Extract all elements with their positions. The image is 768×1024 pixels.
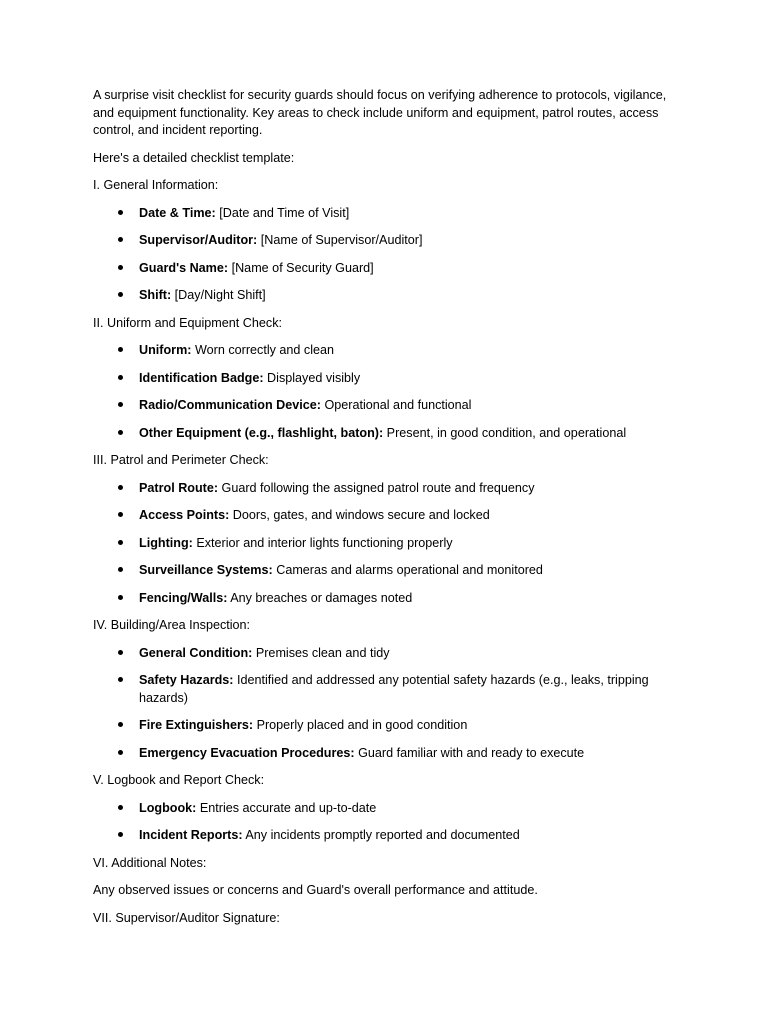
section-heading: IV. Building/Area Inspection:: [93, 618, 251, 632]
checklist: [93, 800, 673, 845]
item-label: Uniform:: [139, 343, 192, 357]
item-label: Incident Reports:: [139, 828, 243, 842]
checklist-item: [93, 260, 673, 278]
item-text: Premises clean and tidy: [252, 645, 390, 660]
checklist-item: [93, 645, 673, 663]
item-label: Lighting:: [139, 535, 193, 550]
item-label: Safety Hazards:: [139, 673, 234, 687]
item-label: Surveillance Systems:: [139, 563, 273, 577]
bullet-icon: [115, 672, 125, 690]
checklist: [93, 480, 673, 608]
checklist-item: [93, 590, 673, 608]
bullet-icon: [115, 397, 125, 415]
checklist-item: [93, 535, 673, 553]
item-text: [Day/Night Shift]: [171, 288, 266, 302]
bullet-icon: [115, 342, 125, 360]
checklist-item: [93, 507, 673, 525]
bullet-icon: [115, 800, 125, 818]
notes-text: Any observed issues or concerns and Guard's overall performance and attitude.: [93, 883, 538, 897]
intro-paragraph: A surprise visit checklist for security guards should focus on verifying adherence to protocols, vigilance, and equipment functionality. Key areas to check include uniform and equipment, patrol routes, access control, and incident reporting.: [93, 88, 667, 137]
checklist: [93, 645, 673, 763]
bullet-icon: [115, 260, 125, 278]
item-text: Displayed visibly: [263, 370, 361, 385]
bullet-icon: [115, 717, 125, 735]
item-label: Fencing/Walls:: [139, 590, 228, 605]
checklist-item: [93, 672, 673, 707]
item-label: Radio/Communication Device:: [139, 398, 321, 412]
checklist-item: [93, 800, 673, 818]
item-text: Entries accurate and up-to-date: [196, 800, 377, 815]
checklist-item: [93, 397, 673, 415]
checklist-item: [93, 745, 673, 763]
item-text: Exterior and interior lights functioning properly: [192, 535, 453, 550]
item-text: Any incidents promptly reported and documented: [242, 828, 520, 842]
bullet-icon: [115, 562, 125, 580]
bullet-icon: [115, 827, 125, 845]
bullet-icon: [115, 535, 125, 553]
item-text: [Name of Security Guard]: [228, 260, 374, 275]
item-text: Worn correctly and clean: [191, 343, 335, 357]
item-label: Supervisor/Auditor:: [139, 233, 258, 247]
bullet-icon: [115, 205, 125, 223]
item-label: Identification Badge:: [139, 370, 264, 385]
checklist: [93, 342, 673, 442]
notes-heading: VI. Additional Notes:: [93, 855, 207, 870]
bullet-icon: [115, 287, 125, 305]
item-text: Properly placed and in good condition: [253, 718, 468, 732]
item-text: Guard following the assigned patrol route and frequency: [218, 480, 535, 495]
bullet-icon: [115, 232, 125, 250]
checklist-item: [93, 480, 673, 498]
item-label: Fire Extinguishers:: [139, 718, 254, 732]
item-label: Patrol Route:: [139, 480, 219, 495]
checklist-sections: [93, 177, 673, 845]
checklist-item: [93, 232, 673, 250]
item-text: [Date and Time of Visit]: [215, 205, 350, 220]
item-label: Shift:: [139, 288, 172, 302]
item-text: Present, in good condition, and operational: [383, 425, 627, 440]
section-heading: I. General Information:: [93, 178, 219, 192]
section-heading: III. Patrol and Perimeter Check:: [93, 453, 269, 467]
item-label: Guard's Name:: [139, 260, 229, 275]
checklist-item: [93, 717, 673, 735]
checklist-item: [93, 342, 673, 360]
bullet-icon: [115, 745, 125, 763]
bullet-icon: [115, 507, 125, 525]
item-text: Doors, gates, and windows secure and locked: [229, 508, 490, 522]
item-text: Guard familiar with and ready to execute: [354, 745, 585, 760]
item-label: Other Equipment (e.g., flashlight, baton):: [139, 425, 384, 440]
item-label: Logbook:: [139, 800, 197, 815]
bullet-icon: [115, 425, 125, 443]
section-heading: V. Logbook and Report Check:: [93, 773, 265, 787]
checklist-item: [93, 287, 673, 305]
signature-heading: VII. Supervisor/Auditor Signature:: [93, 910, 280, 925]
checklist-item: [93, 562, 673, 580]
checklist-item: [93, 205, 673, 223]
checklist-item: [93, 827, 673, 845]
item-text: Identified and addressed any potential safety hazards (e.g., leaks, tripping hazards): [139, 673, 649, 705]
item-label: General Condition:: [139, 645, 253, 660]
item-text: Any breaches or damages noted: [227, 590, 413, 605]
checklist-item: [93, 425, 673, 443]
item-text: Cameras and alarms operational and monitored: [272, 563, 543, 577]
item-text: Operational and functional: [320, 398, 472, 412]
bullet-icon: [115, 590, 125, 608]
bullet-icon: [115, 370, 125, 388]
section-heading: II. Uniform and Equipment Check:: [93, 315, 282, 330]
bullet-icon: [115, 480, 125, 498]
bullet-icon: [115, 645, 125, 663]
template-intro-line: Here's a detailed checklist template:: [93, 150, 295, 165]
item-label: Access Points:: [139, 508, 230, 522]
item-label: Date & Time:: [139, 205, 216, 220]
document-page: [93, 87, 673, 937]
checklist-item: [93, 370, 673, 388]
item-text: [Name of Supervisor/Auditor]: [257, 233, 423, 247]
item-label: Emergency Evacuation Procedures:: [139, 745, 355, 760]
checklist: [93, 205, 673, 305]
